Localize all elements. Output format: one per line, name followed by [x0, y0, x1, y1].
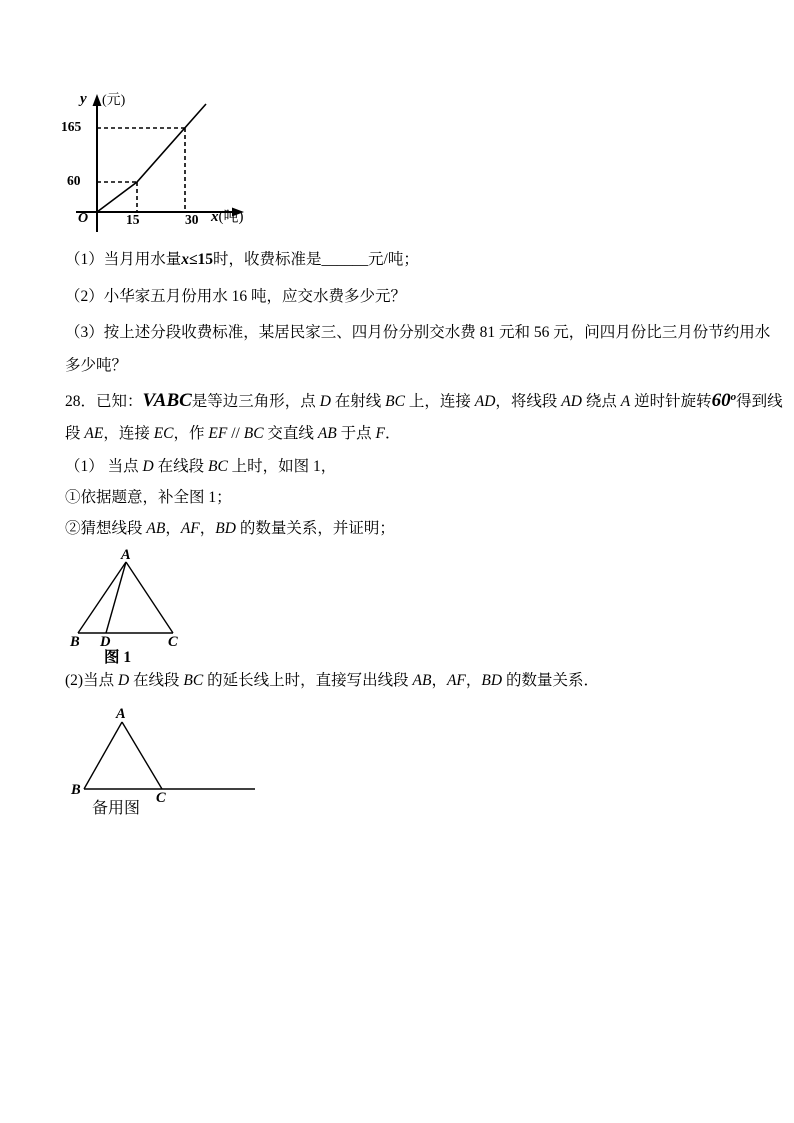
y-tick-165: 165: [61, 119, 82, 134]
q28-item-1: ①依据题意，补全图 1；: [65, 489, 232, 506]
y-axis-var-label: y: [80, 91, 87, 107]
fig2-side-ab: [84, 722, 122, 789]
fig2-vertex-b-label: B: [71, 782, 81, 798]
q28-item-2: ②猜想线段 AB，AF，BD 的数量关系，并证明；: [65, 520, 395, 537]
figure-2-canvas: [75, 710, 260, 795]
fig1-vertex-b-label: B: [70, 634, 80, 650]
fig2-vertex-c-label: C: [156, 790, 166, 806]
water-part-3-line-1: （3）按上述分段收费标准，某居民家三、四月份分别交水费 81 元和 56 元，问四月份比三月份节约用水: [65, 324, 771, 341]
fig2-caption: 备用图: [92, 800, 141, 817]
water-part-3-line-2: 多少吨？: [65, 357, 128, 374]
y-axis-arrow-icon: [93, 94, 102, 106]
q28-intro-line-2: 段 AE，连接 EC，作 EF // BC 交直线 AB 于点 F．: [65, 425, 401, 442]
x-tick-15: 15: [126, 212, 140, 227]
x-axis-label: x(吨): [211, 209, 244, 225]
figure-1-canvas: [70, 555, 185, 640]
fig1-caption: 图 1: [104, 649, 132, 666]
q28-part-1: （1） 当点 D 在线段 BC 上时，如图 1，: [65, 458, 337, 475]
fig1-vertex-c-label: C: [168, 634, 178, 650]
origin-label: O: [78, 211, 89, 226]
fig1-segment-ad: [106, 562, 126, 633]
fig1-vertex-a-label: A: [121, 547, 131, 563]
dashed-guide-30-165: [97, 128, 185, 212]
water-part-1: （1）当月用水量x≤15时，收费标准是______元/吨；: [65, 251, 419, 268]
fig1-side-ac: [126, 562, 173, 633]
y-tick-60: 60: [67, 173, 81, 188]
fig1-point-d-label: D: [100, 634, 111, 650]
fig2-side-ac: [122, 722, 162, 789]
fig1-side-ab: [78, 562, 126, 633]
y-axis-unit-label: (元): [102, 93, 126, 108]
water-part-2: （2）小华家五月份用水 16 吨，应交水费多少元？: [65, 288, 407, 305]
q28-intro-line-1: 28．已知：VABC是等边三角形，点 D 在射线 BC 上，连接 AD，将线段 AD 绕点 A 逆时针旋转60$^o$得到线: [65, 390, 783, 411]
x-tick-30: 30: [185, 212, 199, 227]
fig2-vertex-a-label: A: [116, 706, 126, 722]
q28-part-2: (2)当点 D 在线段 BC 的延长线上时，直接写出线段 AB，AF，BD 的数量关系．: [65, 672, 599, 689]
fee-line: [97, 104, 206, 212]
